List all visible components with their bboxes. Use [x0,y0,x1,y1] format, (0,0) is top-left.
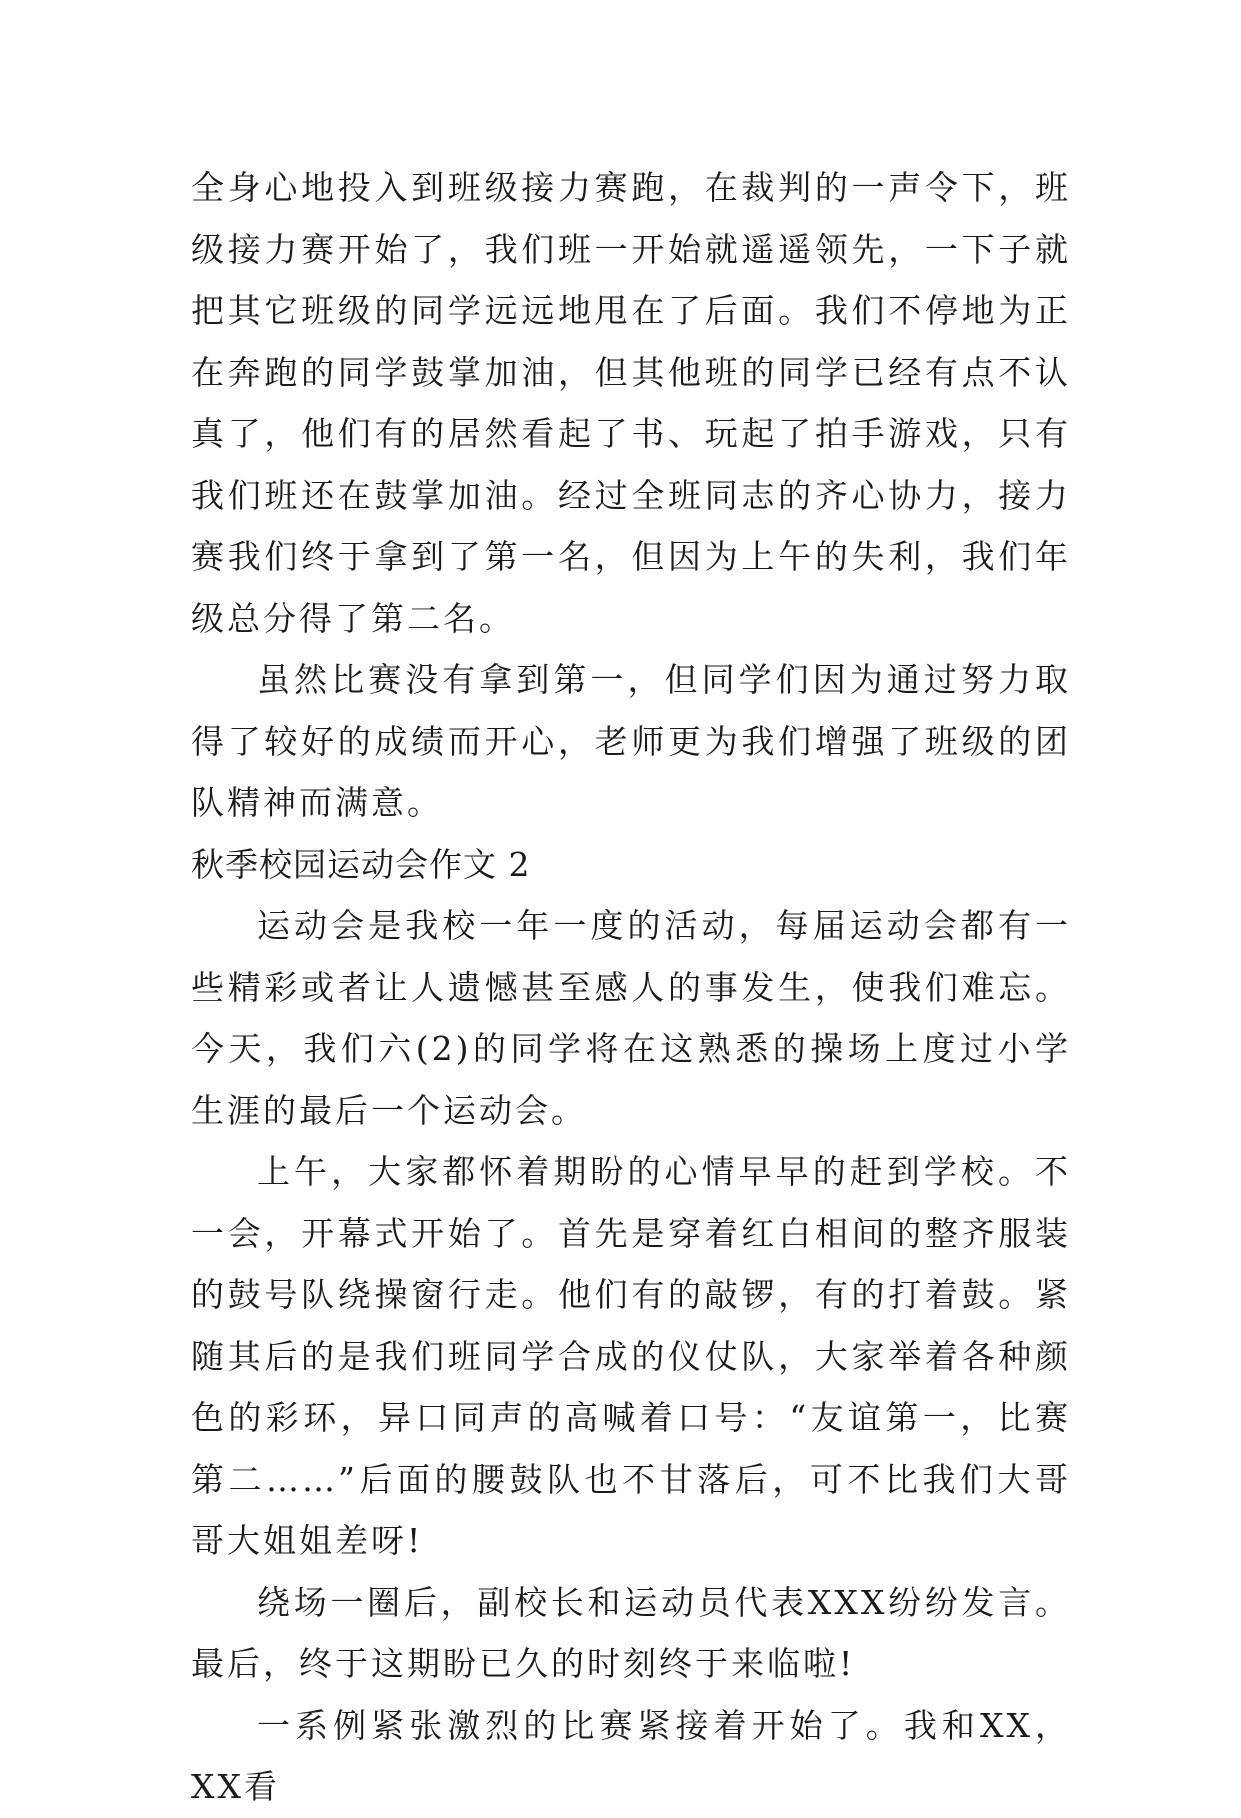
paragraph-1: 全身心地投入到班级接力赛跑，在裁判的一声令下，班级接力赛开始了，我们班一开始就遥遥领先，一下子就把其它班级的同学远远地甩在了后面。我们不停地为正在奔跑的同学鼓掌加油，但其他班的同学已经有点不认真了，他们有的居然看起了书、玩起了拍手游戏，只有我们班还在鼓掌加油。经过全班同志的齐心协力，接力赛我们终于拿到了第一名，但因为上午的失利，我们年级总分得了第二名。 [191,168,1071,638]
section-heading: 秋季校园运动会作文 2 [191,844,531,884]
paragraph-5: 绕场一圈后，副校长和运动员代表XXX纷纷发言。最后，终于这期盼已久的时刻终于来临啦! [191,1582,1071,1683]
paragraph-6: 一系例紧张激烈的比赛紧接着开始了。我和XX，XX看 [191,1705,1071,1806]
document-body [191,157,1071,1818]
paragraph-3: 运动会是我校一年一度的活动，每届运动会都有一些精彩或者让人遗憾甚至感人的事发生，使我们难忘。今天，我们六(2)的同学将在这熟悉的操场上度过小学生涯的最后一个运动会。 [191,906,1071,1130]
paragraph-4: 上午，大家都怀着期盼的心情早早的赶到学校。不一会，开幕式开始了。首先是穿着红白相间的整齐服装的鼓号队绕操窗行走。他们有的敲锣，有的打着鼓。紧随其后的是我们班同学合成的仪仗队，大家举着各种颜色的彩环，异口同声的高喊着口号：“友谊第一，比赛第二……”后面的腰鼓队也不甘落后，可不比我们大哥哥大姐姐差呀! [191,1152,1071,1560]
paragraph-2: 虽然比赛没有拿到第一，但同学们因为通过努力取得了较好的成绩而开心，老师更为我们增强了班级的团队精神而满意。 [191,660,1071,822]
